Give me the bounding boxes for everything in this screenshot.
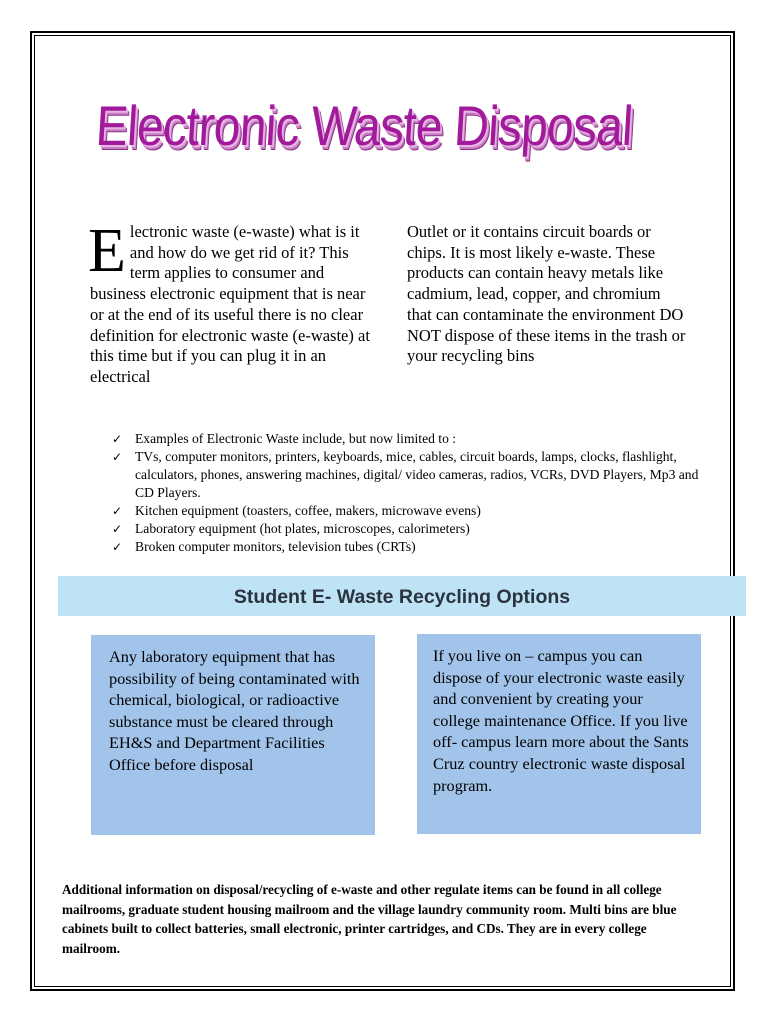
list-item xyxy=(112,448,702,502)
list-item xyxy=(112,430,702,448)
list-item-text: Kitchen equipment (toasters, coffee, makers, microwave evens) xyxy=(135,503,481,518)
checkmark-icon: ✓ xyxy=(112,450,123,464)
list-item-text: Examples of Electronic Waste include, but now limited to : xyxy=(135,431,457,446)
section-title: Student E- Waste Recycling Options xyxy=(233,586,571,608)
checkmark-icon: ✓ xyxy=(112,432,123,446)
examples-list xyxy=(112,430,702,556)
intro-left-column xyxy=(88,217,370,388)
checkmark-icon: ✓ xyxy=(112,522,123,536)
option-box-laboratory: Any laboratory equipment that has possibility of being contaminated with chemical, biological, or radioactive substance must be cleared through EH&S and Department Facilities Office before disposal xyxy=(91,635,375,835)
intro-left-text: lectronic waste (e-waste) what is it and how do we get rid of it? This term applies to consumer and business electronic equipment that is near or at the end of its useful there is no clear definition for electronic waste (e-waste) at this time but if you can plug it in an electrical xyxy=(90,222,370,386)
checkmark-icon: ✓ xyxy=(112,540,123,554)
list-item xyxy=(112,520,702,538)
drop-cap: E xyxy=(88,217,126,285)
list-item-text: Laboratory equipment (hot plates, microscopes, calorimeters) xyxy=(135,521,470,536)
section-band xyxy=(58,576,746,616)
footer-note: Additional information on disposal/recycling of e-waste and other regulate items can be found in all college mailrooms, graduate student housing mailroom and the village laundry community room. Multi bins are blue cabinets built to collect batteries, small electronic, printer cartridges, and CDs. They are in every college mailroom. xyxy=(62,882,677,956)
intro-right-column: Outlet or it contains circuit boards or chips. It is most likely e-waste. These products can contain heavy metals like cadmium, lead, copper, and chromium that can contaminate the environment DO NOT dispose of these items in the trash or your recycling bins xyxy=(407,222,686,366)
page-title: Electronic Waste Disposal xyxy=(94,94,635,157)
list-item-text: TVs, computer monitors, printers, keyboards, mice, cables, circuit boards, lamps, clocks, flashlight, calculators, phones, answering machines, digital/ video cameras, radios, VCRs, DVD Players, Mp3 and CD Players. xyxy=(135,449,699,500)
list-item xyxy=(112,538,702,556)
list-item-text: Broken computer monitors, television tubes (CRTs) xyxy=(135,539,416,554)
list-item xyxy=(112,502,702,520)
option-box-campus: If you live on – campus you can dispose of your electronic waste easily and convenient by creating your college maintenance Office. If you live off- campus learn more about the Sants Cruz country electronic waste disposal program. xyxy=(417,634,701,834)
checkmark-icon: ✓ xyxy=(112,504,123,518)
